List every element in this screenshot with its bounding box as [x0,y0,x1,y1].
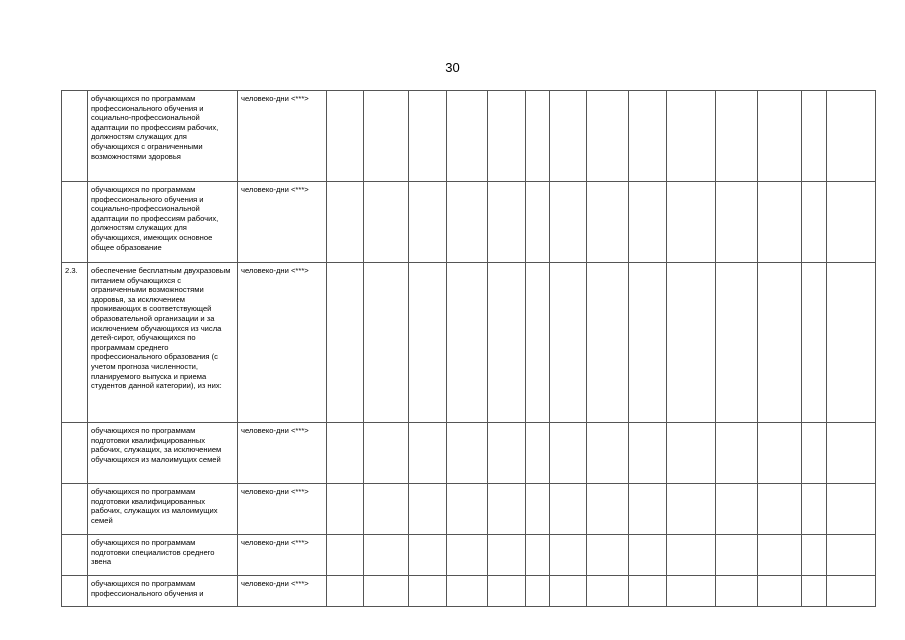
value-cell [587,484,629,535]
value-cell [667,182,716,263]
value-cell [327,535,364,576]
value-cell [327,423,364,484]
value-cell [667,423,716,484]
value-cell [827,535,876,576]
value-cell [550,484,587,535]
value-cell [667,263,716,423]
value-cell [364,576,409,607]
value-cell [409,535,447,576]
value-cell [587,576,629,607]
value-cell [716,423,758,484]
value-cell [447,91,488,182]
value-cell [716,484,758,535]
value-cell [629,182,667,263]
value-cell [802,423,827,484]
value-cell [447,182,488,263]
page-number: 30 [445,60,460,75]
row-unit-cell: человеко-дни <***> [238,263,327,423]
table-row [62,484,876,535]
row-number-cell: 2.3. [62,263,88,423]
value-cell [550,182,587,263]
value-cell [409,91,447,182]
value-cell [447,535,488,576]
value-cell [488,91,526,182]
value-cell [629,576,667,607]
value-cell [488,484,526,535]
table-row [62,263,876,423]
row-number-cell [62,91,88,182]
value-cell [327,576,364,607]
value-cell [409,484,447,535]
row-description-cell: обучающихся по программам подготовки квалифицированных рабочих, служащих, за исключением обучающихся из малоимущих семей [88,423,238,484]
table-row [62,91,876,182]
value-cell [827,182,876,263]
table-row [62,535,876,576]
value-cell [629,423,667,484]
row-unit-cell: человеко-дни <***> [238,423,327,484]
table-row [62,182,876,263]
value-cell [364,91,409,182]
value-cell [802,263,827,423]
value-cell [758,576,802,607]
value-cell [827,576,876,607]
value-cell [758,535,802,576]
row-number-cell [62,423,88,484]
row-number-cell [62,535,88,576]
value-cell [550,263,587,423]
value-cell [364,263,409,423]
value-cell [587,91,629,182]
value-cell [550,535,587,576]
row-unit-cell: человеко-дни <***> [238,182,327,263]
row-number-cell [62,182,88,263]
value-cell [802,182,827,263]
value-cell [587,535,629,576]
value-cell [526,484,550,535]
value-cell [327,263,364,423]
value-cell [667,535,716,576]
value-cell [488,263,526,423]
data-table [61,90,876,607]
value-cell [758,423,802,484]
value-cell [629,263,667,423]
value-cell [409,263,447,423]
table-row [62,576,876,607]
value-cell [716,182,758,263]
row-description-cell: обучающихся по программам профессионального обучения и социально-профессиональной адаптации по профессиям рабочих, должностям служащих для обучающихся, имеющих основное общее образование [88,182,238,263]
value-cell [716,535,758,576]
value-cell [526,535,550,576]
value-cell [327,182,364,263]
value-cell [526,576,550,607]
value-cell [629,484,667,535]
value-cell [409,182,447,263]
row-unit-cell: человеко-дни <***> [238,484,327,535]
value-cell [758,182,802,263]
value-cell [526,423,550,484]
value-cell [488,535,526,576]
value-cell [447,576,488,607]
row-number-cell [62,576,88,607]
value-cell [409,423,447,484]
value-cell [802,484,827,535]
value-cell [327,484,364,535]
value-cell [364,535,409,576]
row-unit-cell: человеко-дни <***> [238,576,327,607]
value-cell [550,576,587,607]
value-cell [827,484,876,535]
value-cell [802,91,827,182]
value-cell [364,182,409,263]
value-cell [758,91,802,182]
row-description-cell: обучающихся по программам профессионального обучения и [88,576,238,607]
value-cell [364,484,409,535]
row-description-cell: обучающихся по программам профессионального обучения и социально-профессиональной адаптации по профессиям рабочих, должностям служащих для обучающихся с ограниченными возможностями здоровья [88,91,238,182]
value-cell [629,91,667,182]
table-row [62,423,876,484]
value-cell [447,484,488,535]
value-cell [716,91,758,182]
value-cell [447,263,488,423]
value-cell [488,182,526,263]
value-cell [758,484,802,535]
value-cell [716,576,758,607]
value-cell [827,263,876,423]
value-cell [629,535,667,576]
value-cell [526,263,550,423]
value-cell [716,263,758,423]
row-number-cell [62,484,88,535]
value-cell [447,423,488,484]
value-cell [550,423,587,484]
value-cell [667,91,716,182]
value-cell [802,576,827,607]
value-cell [827,423,876,484]
value-cell [550,91,587,182]
value-cell [526,91,550,182]
row-unit-cell: человеко-дни <***> [238,535,327,576]
value-cell [667,484,716,535]
value-cell [488,576,526,607]
value-cell [758,263,802,423]
value-cell [587,182,629,263]
value-cell [364,423,409,484]
value-cell [327,91,364,182]
value-cell [827,91,876,182]
row-description-cell: обеспечение бесплатным двухразовым питанием обучающихся с ограниченными возможностями здоровья, за исключением проживающих в соответствующей образовательной организации и за исключением обучающихся из числа детей-сирот, обучающихся по программам среднего профессионального образования (с учетом прогноза численности, планируемого выпуска и приема студентов данной категории), из них: [88,263,238,423]
row-description-cell: обучающихся по программам подготовки специалистов среднего звена [88,535,238,576]
row-unit-cell: человеко-дни <***> [238,91,327,182]
value-cell [587,263,629,423]
row-description-cell: обучающихся по программам подготовки квалифицированных рабочих, служащих из малоимущих семей [88,484,238,535]
value-cell [409,576,447,607]
value-cell [526,182,550,263]
value-cell [802,535,827,576]
value-cell [488,423,526,484]
value-cell [667,576,716,607]
value-cell [587,423,629,484]
